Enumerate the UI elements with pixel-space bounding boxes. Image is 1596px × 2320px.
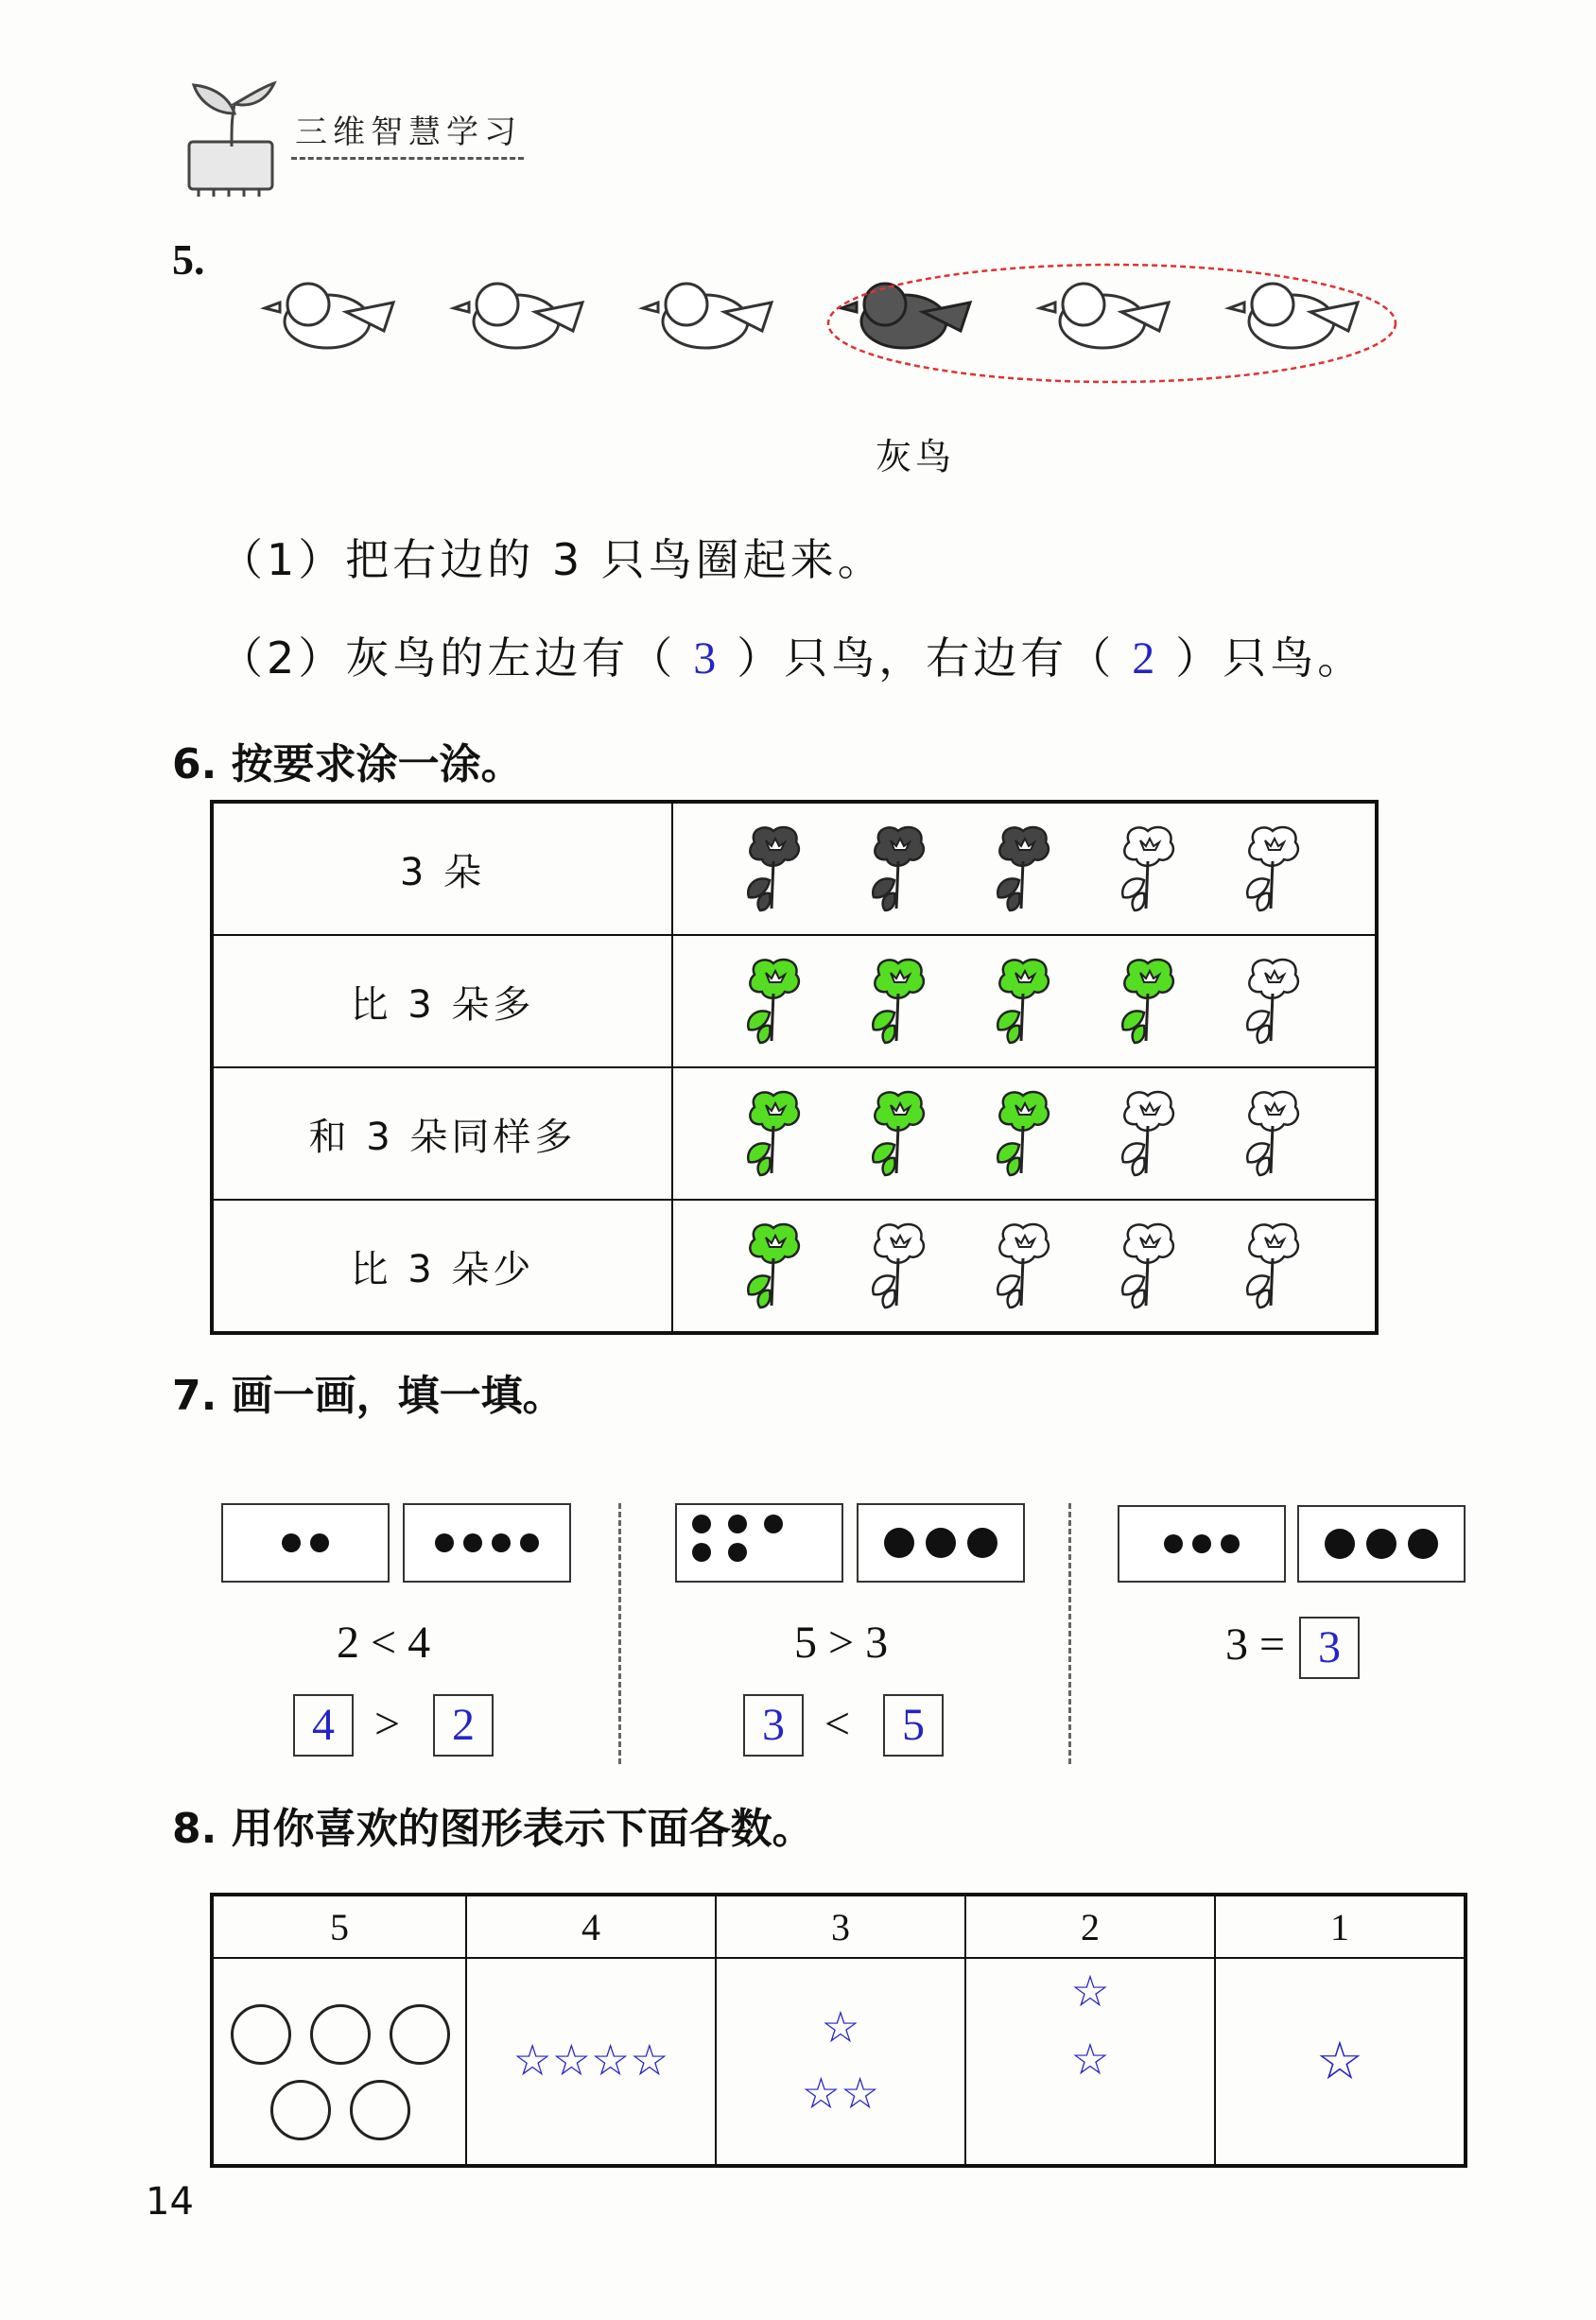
flower-set <box>674 822 1374 916</box>
flower-set <box>674 1086 1374 1181</box>
dot <box>310 1533 329 1552</box>
dot <box>520 1533 539 1552</box>
flower-set <box>674 954 1374 1048</box>
dot <box>1192 1534 1211 1553</box>
flower-icon <box>866 1219 932 1313</box>
star-icon: ☆ <box>841 2069 880 2118</box>
birds-row <box>252 246 1414 416</box>
flower-icon <box>741 1219 807 1313</box>
flower-icon <box>741 1086 807 1181</box>
dot-box-right-1 <box>403 1503 571 1583</box>
flower-icon <box>1240 822 1307 916</box>
header-cell: 5 <box>212 1895 466 1958</box>
q5-line-2-part-c: ）只鸟。 <box>1175 632 1365 684</box>
cell-one <box>1215 1958 1466 2166</box>
star-icon: ☆ <box>512 2035 552 2085</box>
flower-icon <box>741 822 807 916</box>
dot-box-left-2 <box>675 1503 843 1583</box>
q5-line-2-part-a: （2）灰鸟的左边有（ <box>219 632 677 684</box>
flower-table <box>210 800 1379 1335</box>
star-icon: ☆ <box>591 2035 631 2085</box>
circle-shape <box>310 2004 371 2065</box>
dot-box-right-3 <box>1297 1505 1466 1583</box>
question-8-title: 8. 用你喜欢的图形表示下面各数。 <box>172 1805 814 1853</box>
dot <box>282 1533 301 1552</box>
dot <box>435 1533 454 1552</box>
dot <box>728 1515 747 1533</box>
dot <box>1164 1534 1183 1553</box>
given-comparison-2: 5 > 3 <box>794 1618 889 1668</box>
dot <box>1408 1529 1438 1559</box>
star-icon: ☆ <box>1315 2032 1364 2091</box>
dot <box>884 1528 914 1558</box>
sprout-logo-icon <box>180 76 284 199</box>
dot <box>692 1543 711 1562</box>
bird-icon <box>265 284 393 348</box>
flower-icon <box>991 1219 1057 1313</box>
flower-icon <box>1240 1086 1307 1181</box>
header-divider <box>291 157 524 160</box>
flower-icon <box>866 822 932 916</box>
circle-shape <box>231 2004 291 2065</box>
cell-two <box>965 1958 1215 2166</box>
bird-icon <box>454 284 582 348</box>
bird-icon <box>1229 284 1358 348</box>
star-icon: ☆ <box>1070 1967 1110 2016</box>
row-label: 比 3 朵多 <box>212 935 672 1067</box>
header-cell: 3 <box>716 1895 965 1958</box>
row-label: 和 3 朵同样多 <box>212 1067 672 1200</box>
star-icon: ☆ <box>821 2002 860 2052</box>
q5-line-2 <box>219 624 1364 686</box>
dot-box-right-2 <box>857 1503 1025 1583</box>
flower-row <box>212 935 1377 1067</box>
shapes-table <box>210 1893 1467 2168</box>
flower-icon <box>1240 954 1307 1048</box>
row-label: 比 3 朵少 <box>212 1200 672 1333</box>
q5-answer-right: 2 <box>1132 633 1159 684</box>
cell-three <box>716 1958 965 2166</box>
answer-operator-1: > <box>374 1699 401 1749</box>
dot <box>967 1528 998 1558</box>
page-number: 14 <box>146 2180 194 2224</box>
bird-icon <box>1040 284 1169 348</box>
star-icon: ☆ <box>801 2069 841 2118</box>
question-7-title: 7. 画一画，填一填。 <box>172 1372 564 1420</box>
flower-icon <box>866 954 932 1048</box>
q5-line-1: （1）把右边的 3 只鸟圈起来。 <box>219 534 885 585</box>
answer-box-1b: 2 <box>433 1694 494 1757</box>
answer-box-2b: 5 <box>883 1694 944 1757</box>
answer-box-2a: 3 <box>743 1694 804 1757</box>
dot-box-left-1 <box>221 1503 390 1583</box>
divider <box>1068 1503 1071 1764</box>
q5-line-2-part-b: ）只鸟，右边有（ <box>737 632 1116 684</box>
answer-box-3: 3 <box>1299 1617 1360 1679</box>
circle-shape <box>390 2004 450 2065</box>
dot <box>764 1515 783 1533</box>
flower-icon <box>1116 822 1182 916</box>
star-icon: ☆ <box>630 2035 669 2085</box>
flower-row <box>212 802 1377 935</box>
question-6-title: 6. 按要求涂一涂。 <box>172 740 523 788</box>
dot <box>463 1533 482 1552</box>
divider <box>618 1503 621 1764</box>
flower-icon <box>991 954 1057 1048</box>
header-cell: 4 <box>466 1895 716 1958</box>
gray-bird-label: 灰鸟 <box>876 436 956 477</box>
star-icon: ☆ <box>551 2035 591 2085</box>
circle-shape <box>270 2080 331 2140</box>
answer-operator-2: < <box>824 1699 851 1749</box>
flower-icon <box>1116 1086 1182 1181</box>
cell-five <box>212 1958 466 2166</box>
flower-row <box>212 1200 1377 1333</box>
q5-answer-left: 3 <box>693 633 720 684</box>
flower-icon <box>1240 1219 1307 1313</box>
star-icon: ☆ <box>1070 2035 1110 2084</box>
flower-icon <box>1116 954 1182 1048</box>
row-label: 3 朵 <box>212 802 672 935</box>
header-cell: 1 <box>1215 1895 1466 1958</box>
flower-icon <box>991 1086 1057 1181</box>
flower-icon <box>741 954 807 1048</box>
dot <box>492 1533 511 1552</box>
header-title: 三维智慧学习 <box>295 113 522 151</box>
cell-four <box>466 1958 716 2166</box>
answer-box-1a: 4 <box>293 1694 354 1757</box>
dot <box>926 1528 956 1558</box>
dot-box-left-3 <box>1118 1505 1286 1583</box>
circle-shape <box>350 2080 410 2140</box>
bird-icon <box>643 284 772 348</box>
given-comparison-3: 3 = <box>1225 1619 1286 1670</box>
dot <box>1221 1534 1240 1553</box>
flower-icon <box>866 1086 932 1181</box>
dot <box>1325 1529 1355 1559</box>
flower-row <box>212 1067 1377 1200</box>
gray-bird-icon <box>841 284 970 348</box>
flower-set <box>674 1219 1374 1313</box>
flower-icon <box>991 822 1057 916</box>
dot <box>728 1543 747 1562</box>
dot <box>1366 1529 1396 1559</box>
flower-icon <box>1116 1219 1182 1313</box>
question-5-number: 5. <box>172 235 205 284</box>
dot <box>692 1515 711 1533</box>
given-comparison-1: 2 < 4 <box>337 1618 431 1668</box>
header-cell: 2 <box>965 1895 1215 1958</box>
